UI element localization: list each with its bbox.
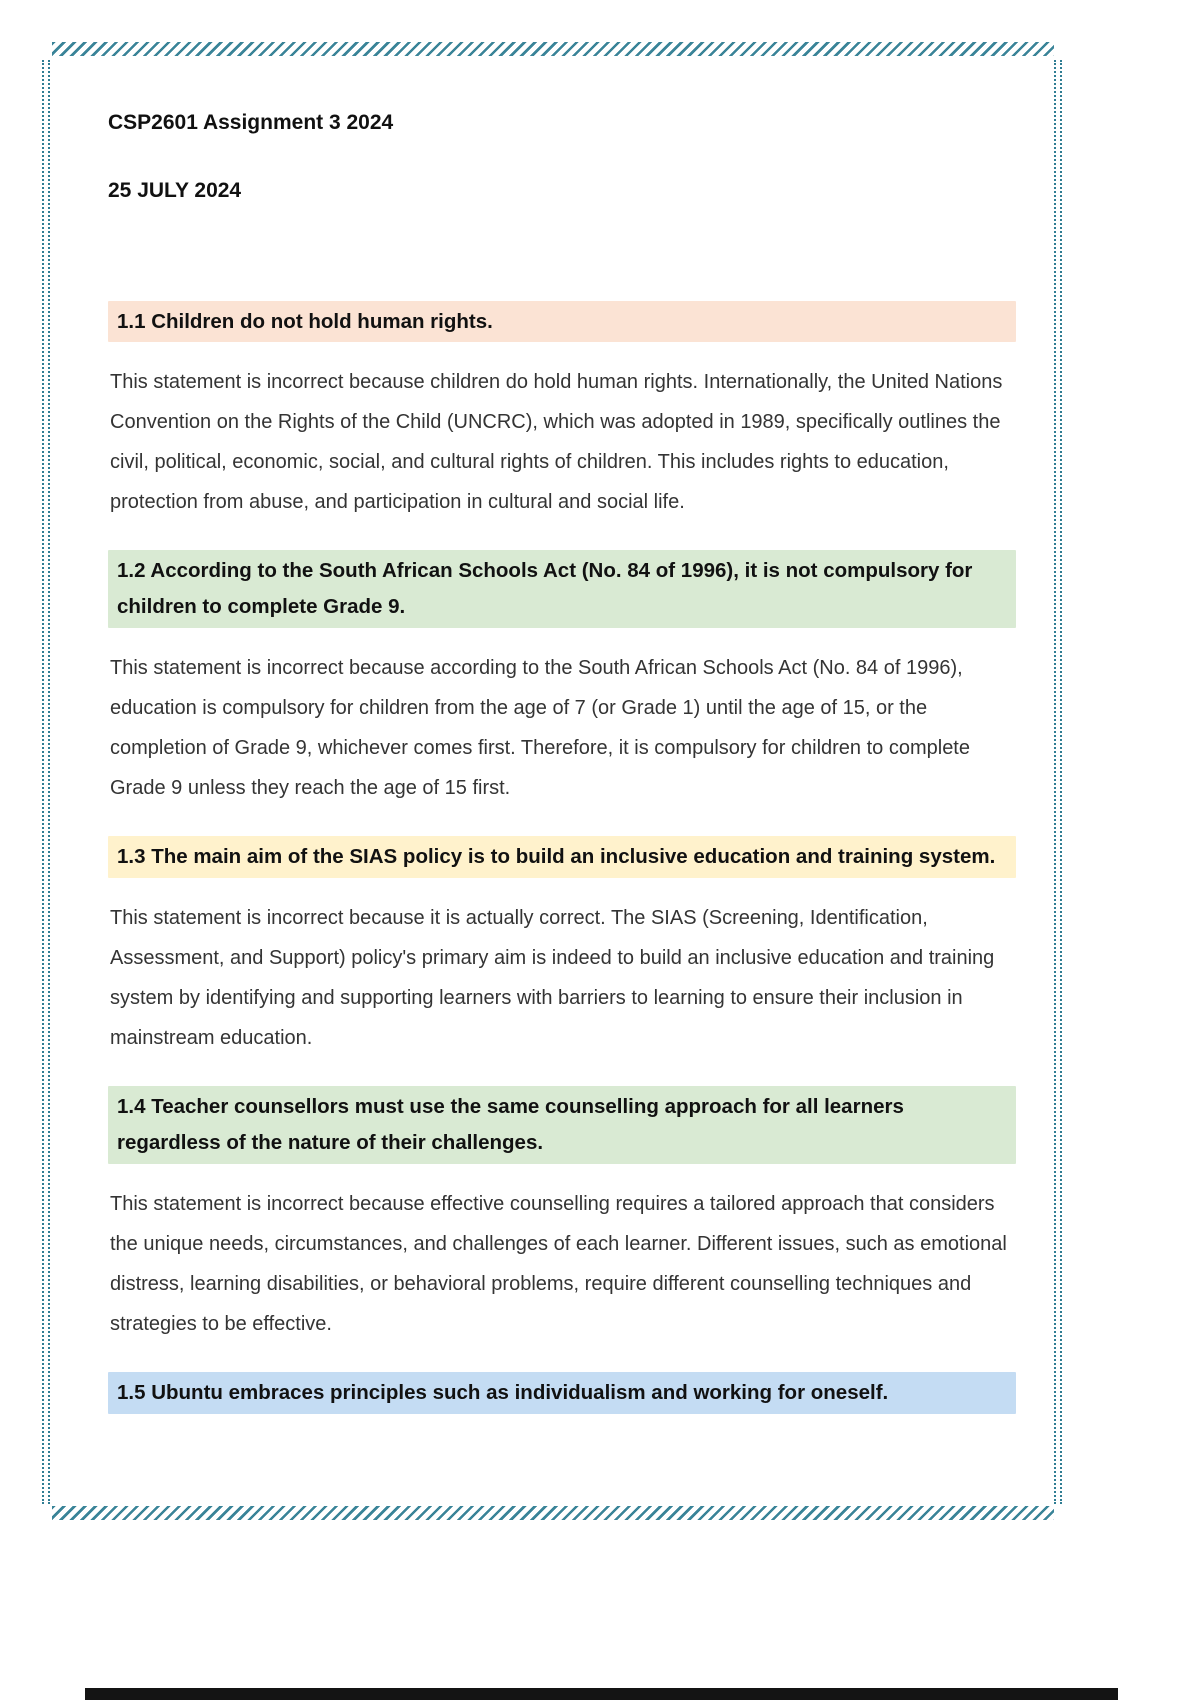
slash-border-top: [52, 42, 1054, 56]
section-heading: 1.4 Teacher counsellors must use the same counselling approach for all learners regardless of the nature of their challenges.: [108, 1086, 1016, 1164]
section-body: This statement is incorrect because children do hold human rights. Internationally, the United Nations Convention on the Rights of the Child (UNCRC), which was adopted in 1989, specifically outlines the civil, political, economic, social, and cultural rights of children. This includes rights to education, protection from abuse, and participation in cultural and social life.: [110, 371, 1003, 514]
dotted-border-left: [42, 60, 50, 1504]
document-title: CSP2601 Assignment 3 2024: [108, 111, 394, 134]
section: [108, 550, 1016, 808]
section-heading: 1.2 According to the South African Schools Act (No. 84 of 1996), it is not compulsory for children to complete Grade 9.: [108, 550, 1016, 628]
section-body: This statement is incorrect because according to the South African Schools Act (No. 84 of 1996), education is compulsory for children from the age of 7 (or Grade 1) until the age of 15, or the completion of Grade 9, whichever comes first. Therefore, it is compulsory for children to complete Grade 9 unless they reach the age of 15 first.: [110, 657, 970, 800]
section: [108, 1372, 1016, 1414]
section: [108, 301, 1016, 523]
section: [108, 836, 1016, 1058]
dotted-border-right: [1054, 60, 1062, 1504]
next-page-edge: [85, 1688, 1118, 1700]
section-heading: 1.1 Children do not hold human rights.: [108, 301, 1016, 343]
section-body: This statement is incorrect because it is actually correct. The SIAS (Screening, Identification, Assessment, and Support) policy's primary aim is indeed to build an inclusive education and training system by identifying and supporting learners with barriers to learning to ensure their inclusion in mainstream education.: [110, 907, 995, 1049]
document-content: [108, 110, 1016, 1434]
section: [108, 1086, 1016, 1344]
slash-border-bottom: [52, 1506, 1054, 1520]
section-heading: 1.5 Ubuntu embraces principles such as individualism and working for oneself.: [108, 1372, 1016, 1414]
sections: [108, 301, 1016, 1414]
section-heading: 1.3 The main aim of the SIAS policy is to build an inclusive education and training system.: [108, 836, 1016, 878]
document-date: 25 JULY 2024: [108, 179, 242, 203]
section-body: This statement is incorrect because effective counselling requires a tailored approach that considers the unique needs, circumstances, and challenges of each learner. Different issues, such as emotional distress, learning disabilities, or behavioral problems, require different counselling techniques and strategies to be effective.: [110, 1192, 1007, 1335]
